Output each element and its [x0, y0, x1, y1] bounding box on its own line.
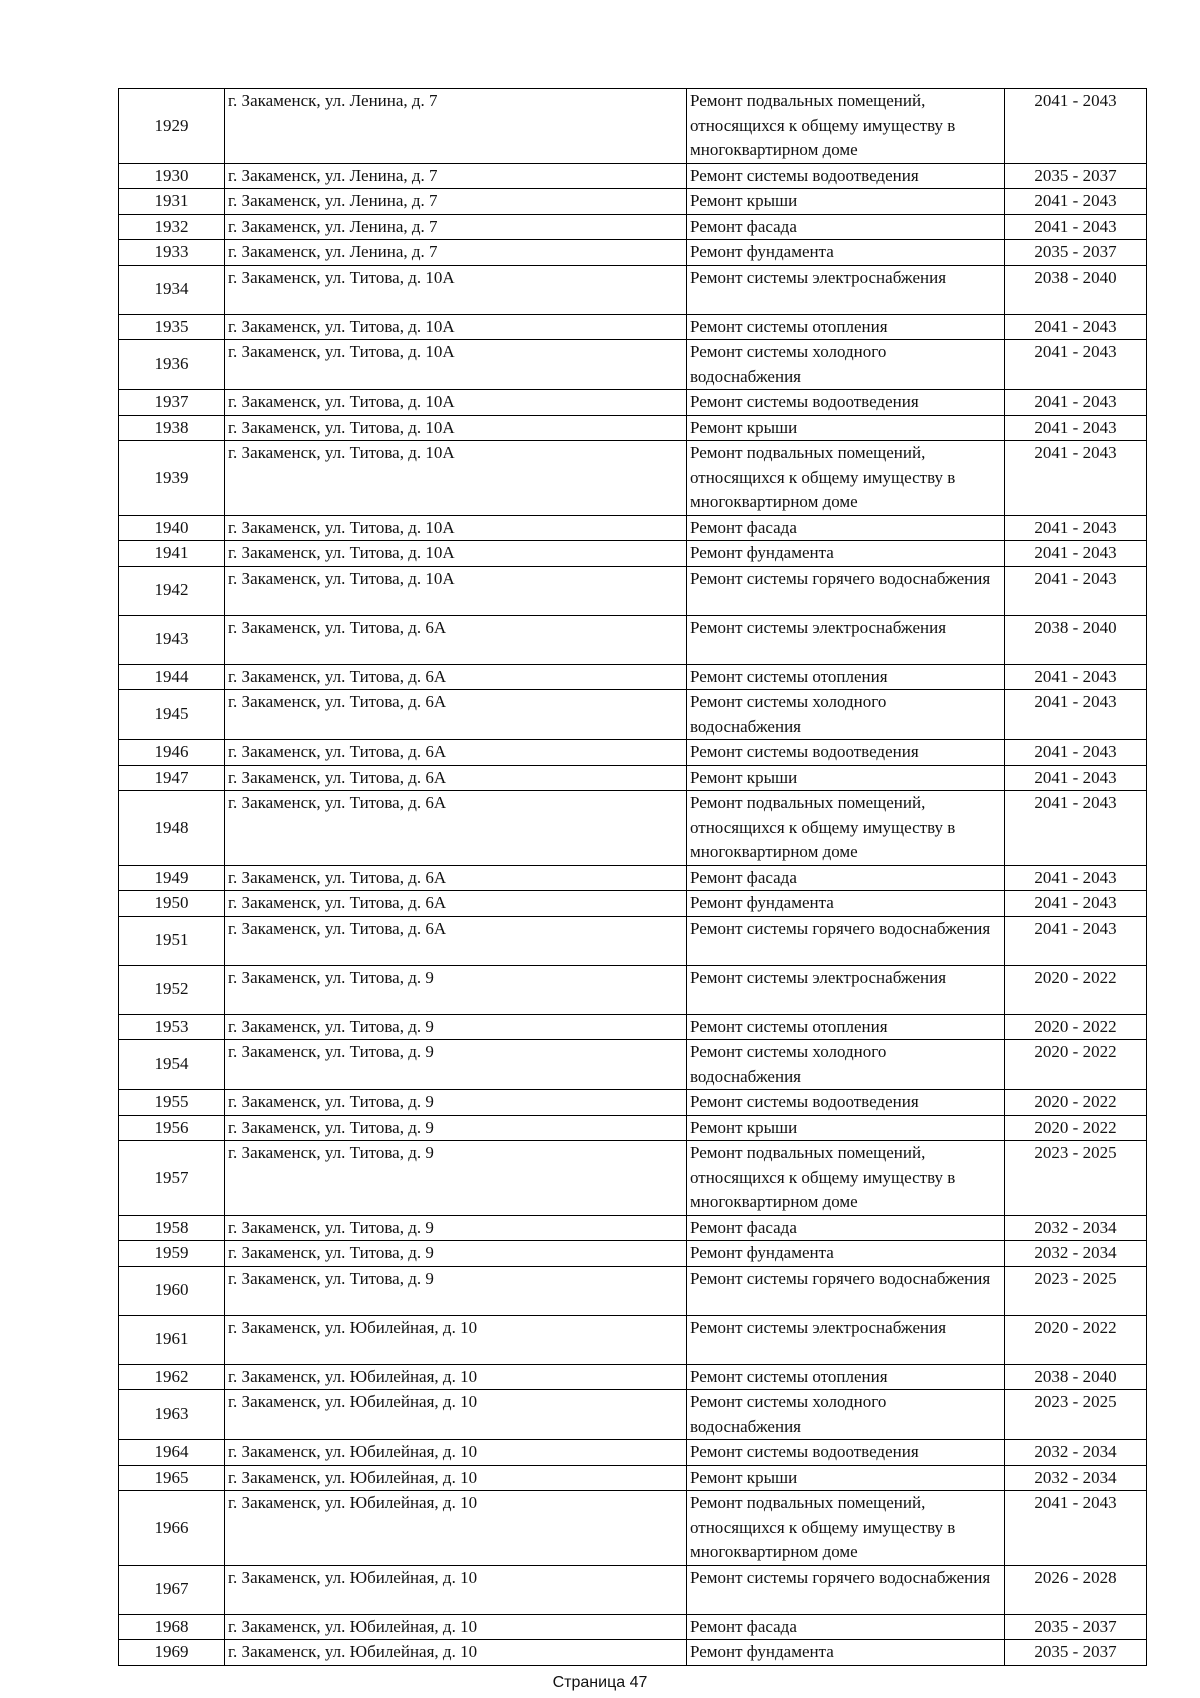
row-address: г. Закаменск, ул. Титова, д. 6А [225, 916, 687, 965]
row-work-type: Ремонт фасада [687, 1614, 1005, 1640]
row-period: 2035 - 2037 [1005, 240, 1147, 266]
table-row [119, 415, 1147, 441]
row-number: 1967 [119, 1565, 225, 1614]
row-period: 2023 - 2025 [1005, 1266, 1147, 1315]
table-row [119, 1115, 1147, 1141]
row-address: г. Закаменск, ул. Титова, д. 10А [225, 541, 687, 567]
row-address: г. Закаменск, ул. Титова, д. 10А [225, 415, 687, 441]
row-number: 1935 [119, 314, 225, 340]
row-number: 1930 [119, 163, 225, 189]
table-row [119, 1614, 1147, 1640]
row-address: г. Закаменск, ул. Титова, д. 10А [225, 314, 687, 340]
table-row [119, 791, 1147, 866]
row-work-type: Ремонт фундамента [687, 1241, 1005, 1267]
row-number: 1933 [119, 240, 225, 266]
row-number: 1949 [119, 865, 225, 891]
row-work-type: Ремонт системы горячего водоснабжения [687, 566, 1005, 615]
row-work-type: Ремонт фасада [687, 214, 1005, 240]
row-address: г. Закаменск, ул. Титова, д. 6А [225, 891, 687, 917]
row-period: 2023 - 2025 [1005, 1390, 1147, 1440]
row-work-type: Ремонт системы отопления [687, 314, 1005, 340]
row-address: г. Закаменск, ул. Титова, д. 9 [225, 1115, 687, 1141]
row-period: 2020 - 2022 [1005, 1040, 1147, 1090]
row-number: 1958 [119, 1215, 225, 1241]
table-row [119, 1315, 1147, 1364]
row-period: 2035 - 2037 [1005, 163, 1147, 189]
row-work-type: Ремонт подвальных помещений, относящихся к общему имуществу в многоквартирном доме [687, 1141, 1005, 1216]
row-period: 2020 - 2022 [1005, 1115, 1147, 1141]
table-row [119, 740, 1147, 766]
row-address: г. Закаменск, ул. Титова, д. 9 [225, 1241, 687, 1267]
row-number: 1962 [119, 1364, 225, 1390]
row-period: 2041 - 2043 [1005, 1491, 1147, 1566]
row-work-type: Ремонт крыши [687, 1465, 1005, 1491]
row-address: г. Закаменск, ул. Ленина, д. 7 [225, 214, 687, 240]
table-row [119, 390, 1147, 416]
row-work-type: Ремонт системы отопления [687, 1014, 1005, 1040]
row-number: 1936 [119, 340, 225, 390]
row-number: 1961 [119, 1315, 225, 1364]
row-work-type: Ремонт крыши [687, 189, 1005, 215]
row-work-type: Ремонт системы горячего водоснабжения [687, 1565, 1005, 1614]
table-row [119, 1241, 1147, 1267]
row-number: 1951 [119, 916, 225, 965]
row-address: г. Закаменск, ул. Титова, д. 6А [225, 690, 687, 740]
row-address: г. Закаменск, ул. Титова, д. 9 [225, 1266, 687, 1315]
table-row [119, 1266, 1147, 1315]
row-address: г. Закаменск, ул. Юбилейная, д. 10 [225, 1614, 687, 1640]
row-address: г. Закаменск, ул. Юбилейная, д. 10 [225, 1364, 687, 1390]
row-period: 2041 - 2043 [1005, 390, 1147, 416]
row-number: 1946 [119, 740, 225, 766]
table-row [119, 541, 1147, 567]
row-work-type: Ремонт системы водоотведения [687, 1440, 1005, 1466]
table-row [119, 89, 1147, 164]
table-row [119, 1465, 1147, 1491]
row-number: 1960 [119, 1266, 225, 1315]
table-body [119, 89, 1147, 1666]
row-number: 1948 [119, 791, 225, 866]
table-row [119, 1640, 1147, 1666]
row-number: 1963 [119, 1390, 225, 1440]
row-work-type: Ремонт крыши [687, 765, 1005, 791]
row-address: г. Закаменск, ул. Титова, д. 6А [225, 664, 687, 690]
table-row [119, 566, 1147, 615]
row-address: г. Закаменск, ул. Титова, д. 9 [225, 1090, 687, 1116]
table-row [119, 1364, 1147, 1390]
row-period: 2020 - 2022 [1005, 1014, 1147, 1040]
row-work-type: Ремонт системы электроснабжения [687, 965, 1005, 1014]
row-period: 2032 - 2034 [1005, 1215, 1147, 1241]
row-work-type: Ремонт фундамента [687, 891, 1005, 917]
row-address: г. Закаменск, ул. Ленина, д. 7 [225, 189, 687, 215]
row-period: 2038 - 2040 [1005, 1364, 1147, 1390]
row-period: 2041 - 2043 [1005, 214, 1147, 240]
row-number: 1938 [119, 415, 225, 441]
table-row [119, 965, 1147, 1014]
row-period: 2038 - 2040 [1005, 265, 1147, 314]
row-work-type: Ремонт системы отопления [687, 1364, 1005, 1390]
table-row [119, 690, 1147, 740]
row-work-type: Ремонт фасада [687, 1215, 1005, 1241]
row-number: 1929 [119, 89, 225, 164]
row-number: 1950 [119, 891, 225, 917]
row-period: 2023 - 2025 [1005, 1141, 1147, 1216]
row-address: г. Закаменск, ул. Титова, д. 9 [225, 1040, 687, 1090]
row-address: г. Закаменск, ул. Титова, д. 9 [225, 1141, 687, 1216]
table-row [119, 1141, 1147, 1216]
row-number: 1940 [119, 515, 225, 541]
row-address: г. Закаменск, ул. Юбилейная, д. 10 [225, 1440, 687, 1466]
row-work-type: Ремонт системы холодного водоснабжения [687, 1040, 1005, 1090]
row-work-type: Ремонт системы холодного водоснабжения [687, 690, 1005, 740]
row-address: г. Закаменск, ул. Юбилейная, д. 10 [225, 1315, 687, 1364]
row-period: 2041 - 2043 [1005, 865, 1147, 891]
table-row [119, 515, 1147, 541]
row-address: г. Закаменск, ул. Юбилейная, д. 10 [225, 1640, 687, 1666]
row-work-type: Ремонт системы электроснабжения [687, 265, 1005, 314]
row-period: 2041 - 2043 [1005, 891, 1147, 917]
table-row [119, 765, 1147, 791]
table-row [119, 664, 1147, 690]
row-address: г. Закаменск, ул. Ленина, д. 7 [225, 240, 687, 266]
row-work-type: Ремонт системы электроснабжения [687, 1315, 1005, 1364]
row-period: 2032 - 2034 [1005, 1465, 1147, 1491]
row-work-type: Ремонт подвальных помещений, относящихся к общему имуществу в многоквартирном доме [687, 89, 1005, 164]
row-number: 1956 [119, 1115, 225, 1141]
row-period: 2020 - 2022 [1005, 1090, 1147, 1116]
table-row [119, 1040, 1147, 1090]
row-number: 1932 [119, 214, 225, 240]
row-period: 2020 - 2022 [1005, 965, 1147, 1014]
row-address: г. Закаменск, ул. Титова, д. 6А [225, 615, 687, 664]
row-period: 2041 - 2043 [1005, 566, 1147, 615]
row-work-type: Ремонт фасада [687, 865, 1005, 891]
row-address: г. Закаменск, ул. Юбилейная, д. 10 [225, 1465, 687, 1491]
row-period: 2041 - 2043 [1005, 541, 1147, 567]
row-number: 1969 [119, 1640, 225, 1666]
row-number: 1954 [119, 1040, 225, 1090]
row-address: г. Закаменск, ул. Титова, д. 10А [225, 441, 687, 516]
row-period: 2032 - 2034 [1005, 1241, 1147, 1267]
row-address: г. Закаменск, ул. Титова, д. 9 [225, 1215, 687, 1241]
row-number: 1953 [119, 1014, 225, 1040]
row-work-type: Ремонт системы электроснабжения [687, 615, 1005, 664]
row-number: 1944 [119, 664, 225, 690]
table-row [119, 340, 1147, 390]
table-row [119, 163, 1147, 189]
row-address: г. Закаменск, ул. Титова, д. 9 [225, 1014, 687, 1040]
row-number: 1955 [119, 1090, 225, 1116]
row-number: 1941 [119, 541, 225, 567]
row-address: г. Закаменск, ул. Ленина, д. 7 [225, 163, 687, 189]
row-number: 1947 [119, 765, 225, 791]
table-row [119, 265, 1147, 314]
row-period: 2026 - 2028 [1005, 1565, 1147, 1614]
row-address: г. Закаменск, ул. Титова, д. 9 [225, 965, 687, 1014]
table-row [119, 1090, 1147, 1116]
row-address: г. Закаменск, ул. Юбилейная, д. 10 [225, 1390, 687, 1440]
table-row [119, 441, 1147, 516]
row-work-type: Ремонт фундамента [687, 240, 1005, 266]
page-number: Страница 47 [552, 1674, 648, 1691]
row-address: г. Закаменск, ул. Ленина, д. 7 [225, 89, 687, 164]
row-address: г. Закаменск, ул. Титова, д. 10А [225, 340, 687, 390]
row-work-type: Ремонт системы холодного водоснабжения [687, 340, 1005, 390]
row-period: 2041 - 2043 [1005, 314, 1147, 340]
row-period: 2041 - 2043 [1005, 441, 1147, 516]
row-number: 1959 [119, 1241, 225, 1267]
row-address: г. Закаменск, ул. Юбилейная, д. 10 [225, 1565, 687, 1614]
row-number: 1968 [119, 1614, 225, 1640]
row-address: г. Закаменск, ул. Титова, д. 10А [225, 390, 687, 416]
row-period: 2041 - 2043 [1005, 791, 1147, 866]
row-work-type: Ремонт подвальных помещений, относящихся к общему имуществу в многоквартирном доме [687, 1491, 1005, 1566]
table-row [119, 314, 1147, 340]
row-period: 2041 - 2043 [1005, 189, 1147, 215]
table-row [119, 865, 1147, 891]
row-period: 2020 - 2022 [1005, 1315, 1147, 1364]
row-work-type: Ремонт системы водоотведения [687, 740, 1005, 766]
row-period: 2038 - 2040 [1005, 615, 1147, 664]
row-work-type: Ремонт системы отопления [687, 664, 1005, 690]
row-period: 2041 - 2043 [1005, 340, 1147, 390]
row-address: г. Закаменск, ул. Титова, д. 10А [225, 515, 687, 541]
row-period: 2041 - 2043 [1005, 916, 1147, 965]
row-work-type: Ремонт системы водоотведения [687, 163, 1005, 189]
table-row [119, 189, 1147, 215]
table-row [119, 615, 1147, 664]
row-number: 1939 [119, 441, 225, 516]
repair-schedule-table [118, 88, 1147, 1666]
row-number: 1943 [119, 615, 225, 664]
table-row [119, 1440, 1147, 1466]
row-period: 2041 - 2043 [1005, 690, 1147, 740]
row-period: 2041 - 2043 [1005, 664, 1147, 690]
row-address: г. Закаменск, ул. Юбилейная, д. 10 [225, 1491, 687, 1566]
row-period: 2041 - 2043 [1005, 415, 1147, 441]
row-period: 2041 - 2043 [1005, 515, 1147, 541]
row-work-type: Ремонт системы водоотведения [687, 1090, 1005, 1116]
row-address: г. Закаменск, ул. Титова, д. 6А [225, 791, 687, 866]
row-work-type: Ремонт системы горячего водоснабжения [687, 1266, 1005, 1315]
row-period: 2041 - 2043 [1005, 89, 1147, 164]
row-number: 1952 [119, 965, 225, 1014]
row-work-type: Ремонт системы горячего водоснабжения [687, 916, 1005, 965]
row-address: г. Закаменск, ул. Титова, д. 10А [225, 566, 687, 615]
row-work-type: Ремонт фундамента [687, 1640, 1005, 1666]
row-work-type: Ремонт фасада [687, 515, 1005, 541]
row-number: 1931 [119, 189, 225, 215]
row-work-type: Ремонт системы холодного водоснабжения [687, 1390, 1005, 1440]
row-work-type: Ремонт фундамента [687, 541, 1005, 567]
table-row [119, 891, 1147, 917]
row-work-type: Ремонт крыши [687, 415, 1005, 441]
table-row [119, 1215, 1147, 1241]
table-row [119, 214, 1147, 240]
row-period: 2032 - 2034 [1005, 1440, 1147, 1466]
row-period: 2041 - 2043 [1005, 740, 1147, 766]
row-work-type: Ремонт крыши [687, 1115, 1005, 1141]
row-number: 1937 [119, 390, 225, 416]
row-period: 2035 - 2037 [1005, 1614, 1147, 1640]
row-work-type: Ремонт системы водоотведения [687, 390, 1005, 416]
table-row [119, 1014, 1147, 1040]
row-number: 1945 [119, 690, 225, 740]
row-address: г. Закаменск, ул. Титова, д. 6А [225, 765, 687, 791]
table-row [119, 1565, 1147, 1614]
table-row [119, 240, 1147, 266]
row-number: 1964 [119, 1440, 225, 1466]
table-row [119, 1491, 1147, 1566]
row-number: 1957 [119, 1141, 225, 1216]
row-number: 1942 [119, 566, 225, 615]
row-period: 2041 - 2043 [1005, 765, 1147, 791]
row-work-type: Ремонт подвальных помещений, относящихся к общему имуществу в многоквартирном доме [687, 791, 1005, 866]
row-work-type: Ремонт подвальных помещений, относящихся к общему имуществу в многоквартирном доме [687, 441, 1005, 516]
row-number: 1934 [119, 265, 225, 314]
row-number: 1965 [119, 1465, 225, 1491]
row-address: г. Закаменск, ул. Титова, д. 6А [225, 865, 687, 891]
row-number: 1966 [119, 1491, 225, 1566]
row-address: г. Закаменск, ул. Титова, д. 10А [225, 265, 687, 314]
table-row [119, 1390, 1147, 1440]
row-period: 2035 - 2037 [1005, 1640, 1147, 1666]
row-address: г. Закаменск, ул. Титова, д. 6А [225, 740, 687, 766]
table-row [119, 916, 1147, 965]
